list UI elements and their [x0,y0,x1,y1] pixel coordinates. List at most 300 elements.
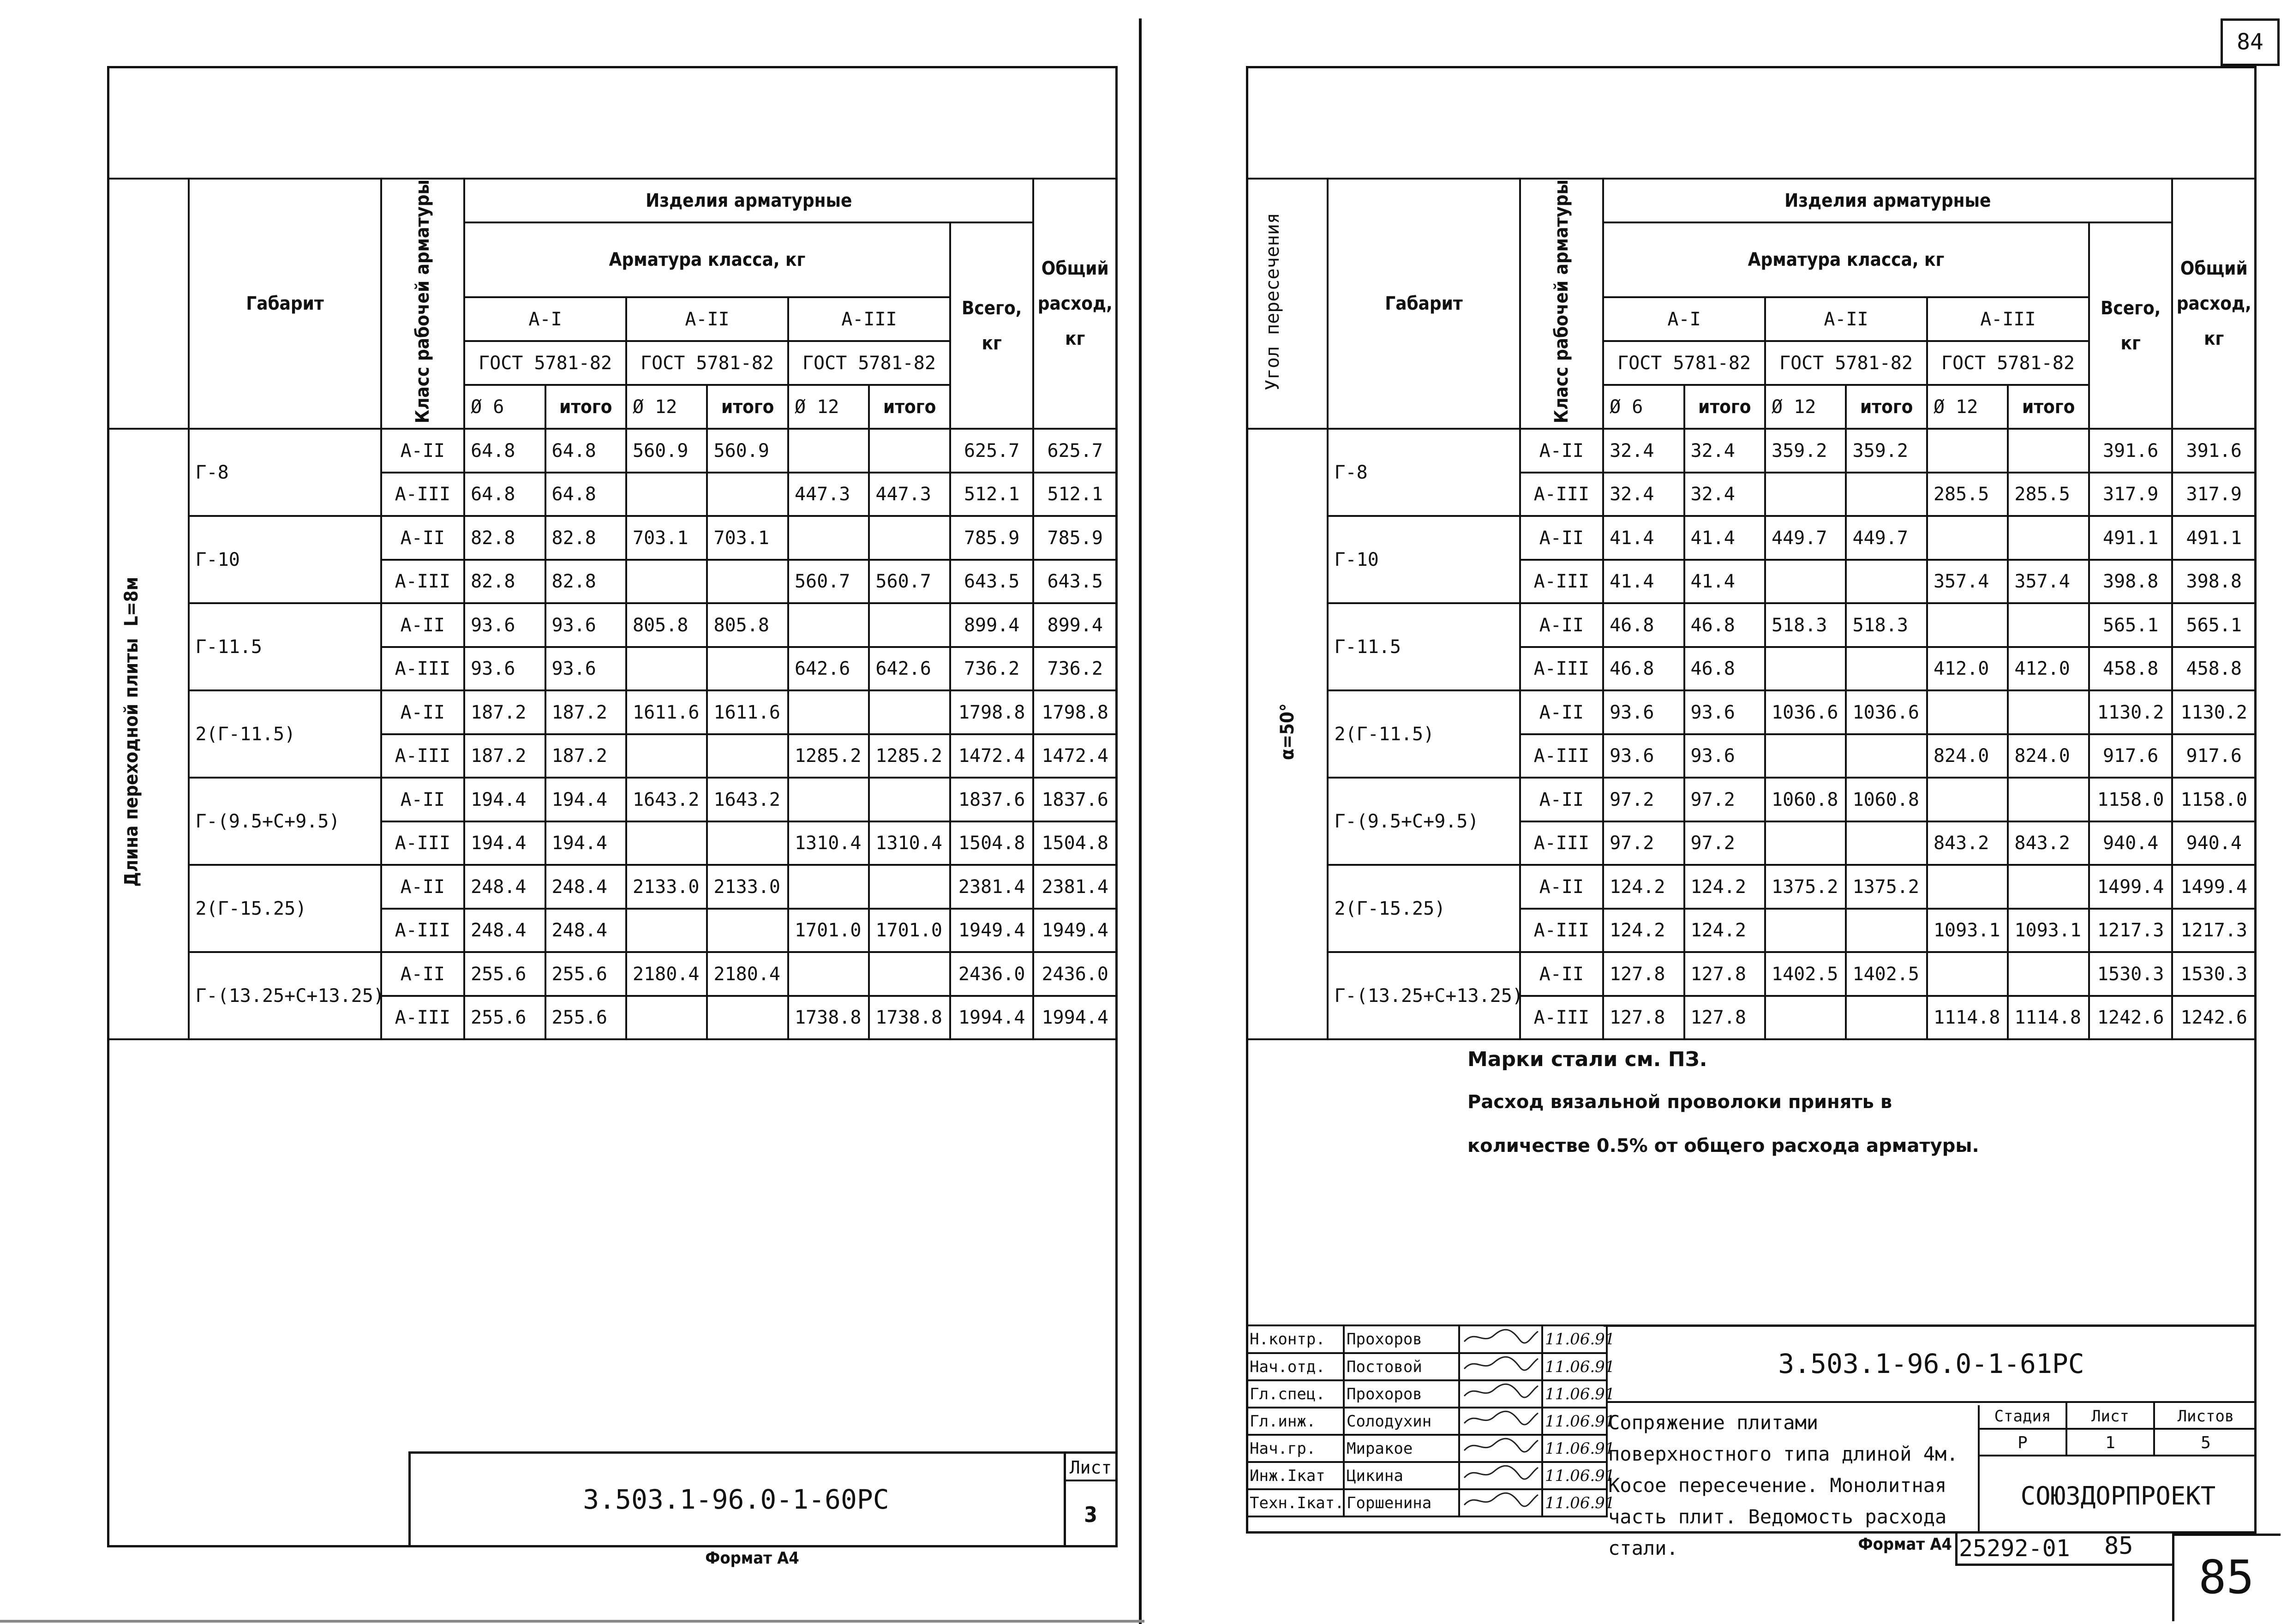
inventory-number: 25292-01 [1959,1535,2070,1562]
value-cell [2008,690,2089,734]
itogo-a1: итого [545,385,626,429]
value-cell: 1375.2 [1846,865,1927,909]
value-cell: 1036.6 [1846,690,1927,734]
value-cell: 518.3 [1765,603,1846,647]
value-cell: 46.8 [1684,647,1765,691]
value-cell [1846,734,1927,778]
value-cell: 449.7 [1765,516,1846,560]
gabarit-cell: Г-(13.25+С+13.25) [189,952,381,1039]
value-cell [1846,909,1927,953]
gost-a1: ГОСТ 5781-82 [464,341,626,385]
row-group-label: Длина переходной плиты L=8м [108,429,189,1039]
value-cell [788,516,869,560]
value-cell: 785.9 [950,516,1034,560]
value-cell: 1530.3 [2172,952,2256,996]
bottom-edge-line [0,1620,1144,1623]
value-cell: 512.1 [1033,473,1117,516]
value-cell: 1798.8 [950,690,1034,734]
value-cell: 187.2 [464,690,545,734]
value-cell: 97.2 [1684,778,1765,821]
value-cell: 93.6 [464,647,545,691]
gabarit-cell: 2(Г-15.25) [189,865,381,952]
value-cell: 93.6 [1684,734,1765,778]
value-cell [1765,560,1846,604]
value-cell: 124.2 [1603,909,1684,953]
class-cell: А-II [1520,690,1603,734]
value-cell: 398.8 [2172,560,2256,604]
class-a1-header: А-I [1603,297,1765,341]
right-stamp-title: Сопряжение плитами поверхностного типа длиной 4м. Косое пересечение. Монолитная часть плит. Ведомость расхода стали. [1608,1405,1980,1534]
value-cell [1927,690,2008,734]
value-cell [788,429,869,473]
signature-row [1247,1408,1607,1435]
angle-header: Угол пересечения [1247,179,1328,429]
class-cell: А-II [1520,516,1603,560]
sum-header: Всего, кг [2089,222,2173,429]
role-cell: Гл.спец. [1247,1380,1344,1408]
gabarit-cell: 2(Г-15.25) [1328,865,1520,952]
name-cell: Постовой [1344,1353,1459,1380]
value-cell [869,516,950,560]
gost-a3: ГОСТ 5781-82 [788,341,950,385]
signature-cell [1459,1353,1542,1380]
value-cell: 917.6 [2172,734,2256,778]
value-cell: 917.6 [2089,734,2173,778]
value-cell: 398.8 [2089,560,2173,604]
class-cell: А-III [1520,647,1603,691]
value-cell: 64.8 [545,473,626,516]
class-cell: А-II [1520,865,1603,909]
value-cell: 391.6 [2172,429,2256,473]
handwritten-signature [1462,1408,1540,1430]
value-cell [2008,429,2089,473]
value-cell: 97.2 [1603,821,1684,865]
value-cell: 899.4 [1033,603,1117,647]
gost-a2: ГОСТ 5781-82 [626,341,788,385]
diameter-a1: Ø 6 [464,385,545,429]
value-cell: 1285.2 [869,734,950,778]
signature-cell [1459,1408,1542,1435]
value-cell: 643.5 [950,560,1034,604]
value-cell [869,865,950,909]
value-cell [626,821,707,865]
date-cell: 11.06.91 [1542,1353,1607,1380]
value-cell: 736.2 [1033,647,1117,691]
gabarit-cell: 2(Г-11.5) [1328,690,1520,778]
diameter-a1: Ø 6 [1603,385,1684,429]
value-cell [707,734,788,778]
class-a2-header: А-II [626,297,788,341]
value-cell: 458.8 [2172,647,2256,691]
value-cell: 317.9 [2089,473,2173,516]
gabarit-header: Габарит [1328,179,1520,429]
value-cell: 824.0 [2008,734,2089,778]
value-cell: 1504.8 [1033,821,1117,865]
name-cell: Солодухин [1344,1408,1459,1435]
value-cell: 1093.1 [2008,909,2089,953]
value-cell: 560.7 [869,560,950,604]
value-cell: 703.1 [626,516,707,560]
value-cell: 2381.4 [950,865,1034,909]
value-cell: 1060.8 [1846,778,1927,821]
value-cell: 1701.0 [869,909,950,953]
total-consumption-header: Общий расход, кг [2172,179,2256,429]
note-line-3: количестве 0.5% от общего расхода арматуры. [1467,1135,1979,1157]
value-cell: 805.8 [707,603,788,647]
value-cell [1846,821,1927,865]
gabarit-cell: Г-(9.5+С+9.5) [189,778,381,865]
diameter-a3: Ø 12 [1927,385,2008,429]
class-cell: А-III [1520,473,1603,516]
value-cell: 82.8 [545,516,626,560]
sheet-value: 1 [2067,1430,2155,1456]
date-cell: 11.06.91 [1542,1462,1607,1489]
value-cell: 458.8 [2089,647,2173,691]
right-format-label: Формат А4 [1858,1535,1952,1554]
table-row [1247,778,2256,821]
class-cell: А-II [1520,952,1603,996]
handwritten-signature [1462,1327,1540,1348]
value-cell: 1114.8 [1927,996,2008,1040]
page-corner-number: 84 [2237,29,2263,55]
value-cell [1846,473,1927,516]
value-cell: 194.4 [545,778,626,821]
value-cell: 93.6 [1603,690,1684,734]
value-cell [626,996,707,1040]
value-cell: 1285.2 [788,734,869,778]
value-cell [869,429,950,473]
date-cell: 11.06.91 [1542,1408,1607,1435]
value-cell: 82.8 [464,560,545,604]
sheet-divider [1139,18,1142,1624]
date-cell: 11.06.91 [1542,1489,1607,1516]
value-cell: 703.1 [707,516,788,560]
value-cell: 255.6 [464,996,545,1040]
value-cell: 194.4 [464,821,545,865]
signature-row [1247,1353,1607,1380]
name-cell: Прохоров [1344,1325,1459,1353]
value-cell: 560.7 [788,560,869,604]
itogo-a3: итого [869,385,950,429]
value-cell [2008,516,2089,560]
class-cell: А-II [381,603,464,647]
value-cell [626,473,707,516]
value-cell: 2180.4 [707,952,788,996]
value-cell: 124.2 [1684,909,1765,953]
value-cell: 359.2 [1765,429,1846,473]
table-row [108,603,1117,647]
date-cell: 11.06.91 [1542,1435,1607,1462]
class-cell: А-III [381,909,464,953]
value-cell [626,647,707,691]
value-cell: 32.4 [1603,429,1684,473]
value-cell: 2436.0 [950,952,1034,996]
value-cell: 560.9 [707,429,788,473]
value-cell: 255.6 [545,952,626,996]
value-cell: 1130.2 [2172,690,2256,734]
value-cell [788,865,869,909]
value-cell: 1093.1 [1927,909,2008,953]
value-cell: 1643.2 [707,778,788,821]
class-header: Класс рабочей арматуры [1520,179,1603,429]
value-cell [2008,865,2089,909]
class-cell: А-III [1520,560,1603,604]
value-cell [626,560,707,604]
value-cell: 1499.4 [2172,865,2256,909]
value-cell [1765,821,1846,865]
right-stamp-code: 3.503.1-96.0-1-61РС [1606,1324,2257,1403]
name-cell: Прохоров [1344,1380,1459,1408]
signature-cell [1459,1435,1542,1462]
value-cell [788,690,869,734]
table-row [1247,690,2256,734]
handwritten-signature [1462,1436,1540,1457]
itogo-a1: итого [1684,385,1765,429]
value-cell: 1499.4 [2089,865,2173,909]
note-line-1: Марки стали см. ПЗ. [1467,1048,1707,1071]
value-cell: 1217.3 [2172,909,2256,953]
right-signature-table [1246,1324,1615,1517]
value-cell: 32.4 [1603,473,1684,516]
value-cell [2008,952,2089,996]
value-cell: 93.6 [464,603,545,647]
date-cell: 11.06.91 [1542,1380,1607,1408]
class-cell: А-III [381,821,464,865]
value-cell [1765,647,1846,691]
value-cell: 447.3 [869,473,950,516]
value-cell: 357.4 [2008,560,2089,604]
value-cell: 248.4 [464,865,545,909]
itogo-a3: итого [2008,385,2089,429]
value-cell: 391.6 [2089,429,2173,473]
value-cell: 187.2 [545,690,626,734]
table-row [1247,603,2256,647]
table-row [108,865,1117,909]
rowgroup-header-blank [108,179,189,429]
value-cell: 255.6 [464,952,545,996]
value-cell: 1798.8 [1033,690,1117,734]
value-cell [2008,603,2089,647]
value-cell [1765,996,1846,1040]
value-cell: 64.8 [464,473,545,516]
itogo-a2: итого [707,385,788,429]
value-cell: 824.0 [1927,734,2008,778]
gabarit-cell: 2(Г-11.5) [189,690,381,778]
table-row [108,429,1117,473]
inventory-page: 85 [2104,1532,2133,1560]
value-cell: 940.4 [2089,821,2173,865]
value-cell: 1036.6 [1765,690,1846,734]
value-cell: 93.6 [545,603,626,647]
products-header: Изделия арматурные [464,179,1033,222]
value-cell: 1242.6 [2172,996,2256,1040]
sheet-label: Лист [2067,1403,2155,1430]
value-cell: 82.8 [545,560,626,604]
value-cell [869,690,950,734]
left-stamp-code: 3.503.1-96.0-1-60РС [583,1484,889,1515]
gabarit-cell: Г-8 [189,429,381,516]
role-cell: Техн.Iкат. [1247,1489,1344,1516]
class-cell: А-II [381,516,464,560]
handwritten-signature [1462,1490,1540,1511]
rebar-class-header: Арматура класса, кг [464,222,950,297]
page-number: 85 [2198,1550,2254,1604]
value-cell: 124.2 [1684,865,1765,909]
value-cell [1927,778,2008,821]
value-cell: 248.4 [545,865,626,909]
value-cell: 785.9 [1033,516,1117,560]
value-cell: 518.3 [1846,603,1927,647]
value-cell [707,821,788,865]
value-cell: 93.6 [1684,690,1765,734]
value-cell [1927,516,2008,560]
value-cell: 124.2 [1603,865,1684,909]
value-cell: 1738.8 [788,996,869,1040]
value-cell: 41.4 [1684,516,1765,560]
value-cell: 1949.4 [1033,909,1117,953]
signature-row [1247,1435,1607,1462]
left-stamp-sheet-label: Лист [1064,1454,1118,1481]
class-cell: А-II [381,952,464,996]
class-cell: А-III [1520,821,1603,865]
value-cell: 642.6 [869,647,950,691]
value-cell: 512.1 [950,473,1034,516]
value-cell: 1402.5 [1765,952,1846,996]
value-cell: 1611.6 [626,690,707,734]
value-cell: 491.1 [2172,516,2256,560]
value-cell: 255.6 [545,996,626,1040]
value-cell: 2180.4 [626,952,707,996]
table-row [1247,952,2256,996]
signature-cell [1459,1325,1542,1353]
value-cell: 625.7 [1033,429,1117,473]
value-cell: 127.8 [1684,952,1765,996]
value-cell: 194.4 [464,778,545,821]
value-cell [1765,909,1846,953]
class-header: Класс рабочей арматуры [381,179,464,429]
value-cell: 2133.0 [707,865,788,909]
sheets-value: 5 [2155,1430,2257,1456]
name-cell: Миракое [1344,1435,1459,1462]
value-cell: 187.2 [464,734,545,778]
value-cell: 565.1 [2172,603,2256,647]
value-cell: 127.8 [1603,996,1684,1040]
class-cell: А-III [1520,909,1603,953]
left-format-label: Формат А4 [705,1549,799,1568]
class-cell: А-III [381,734,464,778]
class-cell: А-II [1520,778,1603,821]
value-cell: 97.2 [1603,778,1684,821]
role-cell: Инж.Iкат [1247,1462,1344,1489]
rebar-class-header: Арматура класса, кг [1603,222,2089,297]
class-a2-header: А-II [1765,297,1927,341]
products-header: Изделия арматурные [1603,179,2172,222]
gost-a1: ГОСТ 5781-82 [1603,341,1765,385]
value-cell: 1217.3 [2089,909,2173,953]
signature-row [1247,1489,1607,1516]
value-cell: 1837.6 [950,778,1034,821]
gabarit-cell: Г-10 [1328,516,1520,603]
value-cell [626,909,707,953]
gost-a3: ГОСТ 5781-82 [1927,341,2089,385]
class-cell: А-III [1520,996,1603,1040]
value-cell: 1994.4 [1033,996,1117,1040]
value-cell [626,734,707,778]
class-cell: А-II [381,778,464,821]
value-cell: 1158.0 [2089,778,2173,821]
value-cell [1846,560,1927,604]
class-cell: А-II [1520,603,1603,647]
class-cell: А-III [381,647,464,691]
role-cell: Нач.отд. [1247,1353,1344,1380]
value-cell [788,778,869,821]
value-cell: 643.5 [1033,560,1117,604]
table-row [108,516,1117,560]
class-a3-header: А-III [788,297,950,341]
gabarit-cell: Г-(9.5+С+9.5) [1328,778,1520,865]
class-cell: А-III [1520,734,1603,778]
class-a3-header: А-III [1927,297,2089,341]
value-cell: 449.7 [1846,516,1927,560]
value-cell: 32.4 [1684,473,1765,516]
value-cell [707,560,788,604]
value-cell: 46.8 [1684,603,1765,647]
signature-cell [1459,1462,1542,1489]
value-cell: 1402.5 [1846,952,1927,996]
role-cell: Гл.инж. [1247,1408,1344,1435]
sheets-label: Листов [2155,1403,2257,1430]
value-cell [869,952,950,996]
value-cell: 1530.3 [2089,952,2173,996]
value-cell: 1158.0 [2172,778,2256,821]
value-cell: 447.3 [788,473,869,516]
class-cell: А-III [381,560,464,604]
stage-label: Стадия [1980,1403,2067,1430]
value-cell [869,603,950,647]
handwritten-signature [1462,1463,1540,1484]
signature-row [1247,1325,1607,1353]
signature-row [1247,1462,1607,1489]
table-row [1247,865,2256,909]
value-cell: 187.2 [545,734,626,778]
value-cell: 899.4 [950,603,1034,647]
table-row [1247,429,2256,473]
stage-value: Р [1980,1430,2067,1456]
role-cell: Нач.гр. [1247,1435,1344,1462]
value-cell: 1375.2 [1765,865,1846,909]
value-cell: 2381.4 [1033,865,1117,909]
value-cell: 194.4 [545,821,626,865]
value-cell [869,778,950,821]
value-cell [1927,865,2008,909]
value-cell: 565.1 [2089,603,2173,647]
date-cell: 11.06.91 [1542,1325,1607,1353]
diameter-a3: Ø 12 [788,385,869,429]
diameter-a2: Ø 12 [1765,385,1846,429]
value-cell: 127.8 [1603,952,1684,996]
table-row [108,952,1117,996]
value-cell: 248.4 [464,909,545,953]
value-cell: 127.8 [1684,996,1765,1040]
value-cell: 843.2 [2008,821,2089,865]
value-cell: 1310.4 [788,821,869,865]
class-cell: А-III [381,473,464,516]
value-cell: 41.4 [1603,516,1684,560]
note-line-2: Расход вязальной проволоки принять в [1467,1091,1892,1113]
gost-a2: ГОСТ 5781-82 [1765,341,1927,385]
value-cell [788,603,869,647]
value-cell: 843.2 [1927,821,2008,865]
